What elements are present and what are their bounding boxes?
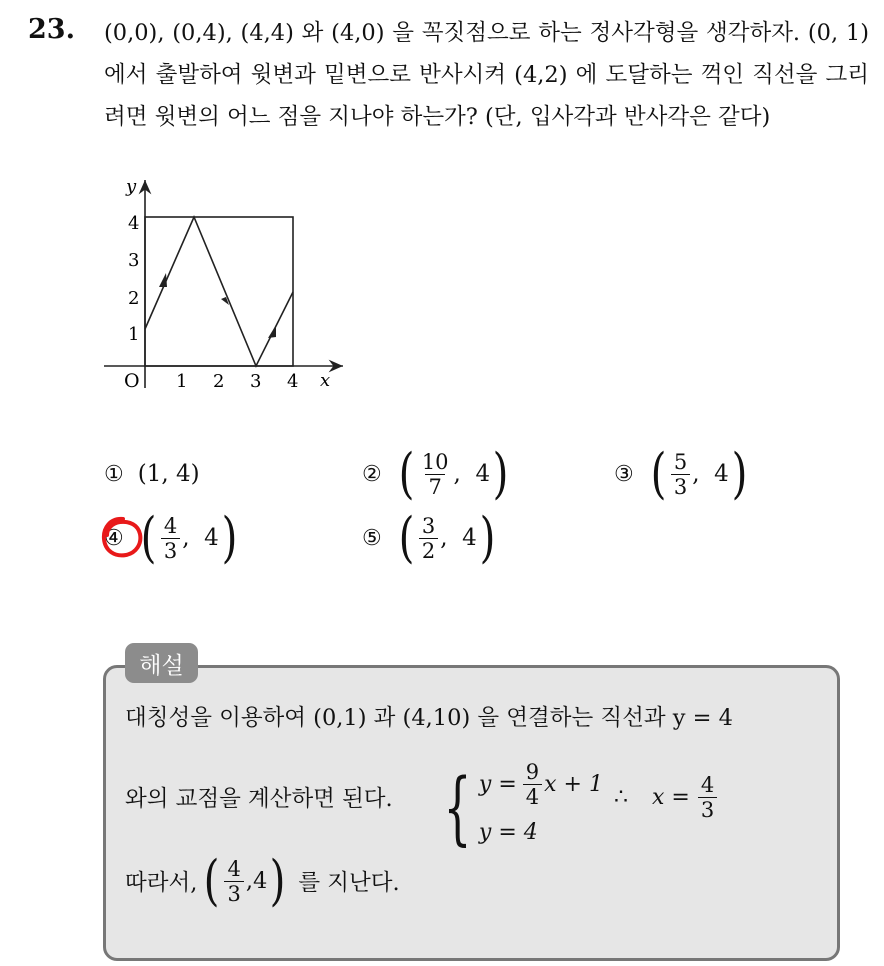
option-5[interactable]: ⑤ ( $\frac{3}{2}$ , 4 ) (362, 506, 496, 569)
option-5-fraction: $\frac{3}{2}$ (419, 514, 438, 563)
eq1-fraction: $\frac{9}{4}$ (523, 760, 542, 809)
therefore-result: ∴ x = $\frac{4}{3}$ (614, 773, 719, 822)
option-4-symbol: ④ (104, 525, 124, 551)
question-text: (0,0), (0,4), (4,4) 와 (4,0) 을 꼭짓점으로 하는 정사각형을 생각하자. (0, 1) 에서 출발하여 윗변과 밑변으로 반사시켜 (4,2) 에 도달하는 꺽인 직선을 그리려면 윗변의 어느 점을 지나야 하는가? (단, 입사각과 반사각은 같다) (104, 20, 869, 130)
option-3-fraction: $\frac{5}{3}$ (671, 450, 690, 499)
option-1-value: (1, 4) (137, 461, 200, 487)
explanation-tag: 해설 (125, 643, 198, 683)
option-2-symbol: ② (362, 461, 382, 487)
reflection-graph (96, 174, 346, 404)
eq1-rhs: x + 1 (544, 771, 603, 797)
option-1[interactable] (104, 444, 200, 504)
x-tick-4: 4 (287, 371, 299, 392)
equation-system: { y = $\frac{9}{4}$ x + 1 y = 4 (443, 759, 603, 854)
question-number: 23. (28, 14, 75, 45)
x-tick-3: 3 (250, 371, 262, 392)
y-tick-3: 3 (128, 250, 140, 271)
x-tick-1: 1 (176, 371, 188, 392)
option-4-fraction: $\frac{4}{3}$ (161, 514, 180, 563)
y-tick-4: 4 (128, 213, 140, 234)
x-axis-label: x (320, 370, 331, 391)
selected-answer-mark (98, 513, 148, 563)
option-3-symbol: ③ (614, 461, 634, 487)
x-tick-2: 2 (213, 371, 225, 392)
y-tick-2: 2 (128, 288, 140, 309)
square (145, 217, 293, 366)
result-fraction: $\frac{4}{3}$ (698, 773, 717, 822)
option-2[interactable]: ② ( $\frac{10}{7}$ , 4 ) (362, 442, 509, 505)
eq2: y = 4 (478, 819, 538, 845)
option-2-fraction: $\frac{10}{7}$ (421, 449, 449, 499)
eq1-lhs: y = (478, 771, 517, 797)
path-arrow-1 (159, 273, 167, 287)
explanation-line-3: 따라서, ( $\frac{4}{3}$ ,4 ) 를 지난다. (125, 849, 400, 912)
y-tick-1: 1 (128, 324, 140, 345)
reflection-path (145, 217, 293, 366)
explanation-line-1: 대칭성을 이용하여 (0,1) 과 (4,10) 을 연결하는 직선과 y = 4 (125, 705, 733, 731)
option-4[interactable]: ④ ( $\frac{4}{3}$ , 4 ) (104, 506, 238, 569)
explanation-line-2: 와의 교점을 계산하면 된다. (125, 786, 393, 812)
origin-label: O (124, 370, 140, 392)
y-axis-label: y (126, 176, 137, 197)
option-1-symbol: ① (104, 461, 124, 487)
option-3[interactable]: ③ ( $\frac{5}{3}$ , 4 ) (614, 442, 748, 505)
line3-fraction: $\frac{4}{3}$ (224, 857, 243, 906)
option-5-symbol: ⑤ (362, 525, 382, 551)
